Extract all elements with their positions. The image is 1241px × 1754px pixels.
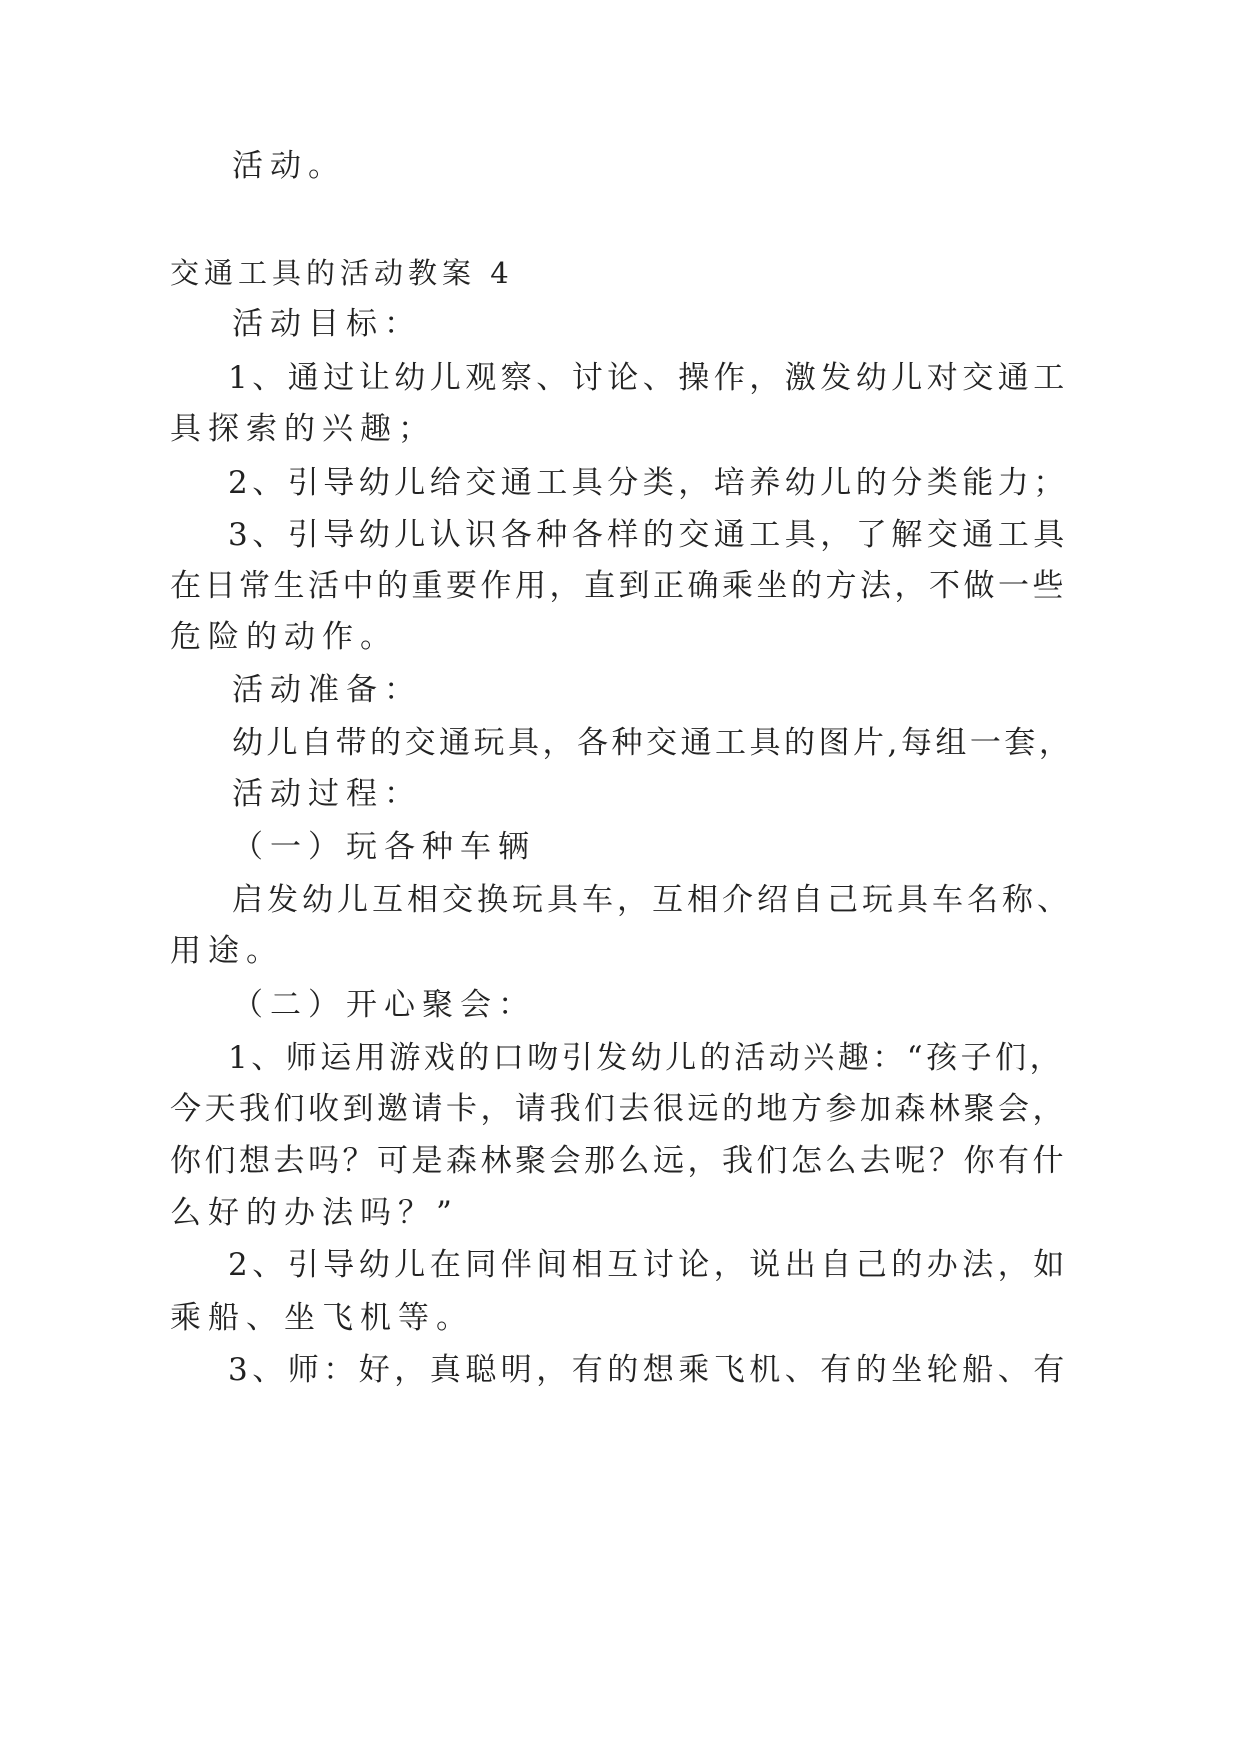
- paragraph-line: 1、师运用游戏的口吻引发幼儿的活动兴趣：“孩子们，: [228, 1040, 1065, 1076]
- paragraph-line: 用途。: [170, 933, 284, 969]
- subsection-heading: （一）玩各种车辆: [232, 829, 536, 865]
- subsection-heading: （二）开心聚会：: [232, 987, 536, 1023]
- paragraph-line: 今天我们收到邀请卡，请我们去很远的地方参加森林聚会，: [170, 1091, 1067, 1127]
- paragraph-line: 启发幼儿互相交换玩具车，互相介绍自己玩具车名称、: [232, 882, 1072, 918]
- section-label-goals: 活动目标：: [232, 306, 422, 342]
- paragraph-line: 2、引导幼儿在同伴间相互讨论，说出自己的办法，如: [228, 1247, 1069, 1283]
- paragraph-line: 2、引导幼儿给交通工具分类，培养幼儿的分类能力；: [228, 465, 1069, 501]
- document-title: 交通工具的活动教案 4: [170, 256, 514, 290]
- paragraph-line: 幼儿自带的交通玩具，各种交通工具的图片,每组一套，: [232, 725, 1074, 761]
- paragraph-line: 你们想去吗？可是森林聚会那么远，我们怎么去呢？你有什: [170, 1143, 1067, 1179]
- section-label-process: 活动过程：: [232, 776, 422, 812]
- paragraph-line: 3、师：好，真聪明，有的想乘飞机、有的坐轮船、有: [228, 1352, 1069, 1388]
- paragraph-line: 乘船、坐飞机等。: [170, 1300, 474, 1336]
- paragraph-line: 危险的动作。: [170, 619, 398, 655]
- paragraph-line: 1、通过让幼儿观察、讨论、操作，激发幼儿对交通工: [228, 360, 1069, 396]
- paragraph-line: 具探索的兴趣；: [170, 411, 436, 447]
- continuation-text: 活动。: [232, 148, 346, 184]
- paragraph-line: 在日常生活中的重要作用，直到正确乘坐的方法，不做一些: [170, 568, 1067, 604]
- paragraph-line: 么好的办法吗？”: [170, 1195, 459, 1231]
- paragraph-line: 3、引导幼儿认识各种各样的交通工具，了解交通工具: [228, 517, 1069, 553]
- section-label-preparation: 活动准备：: [232, 672, 422, 708]
